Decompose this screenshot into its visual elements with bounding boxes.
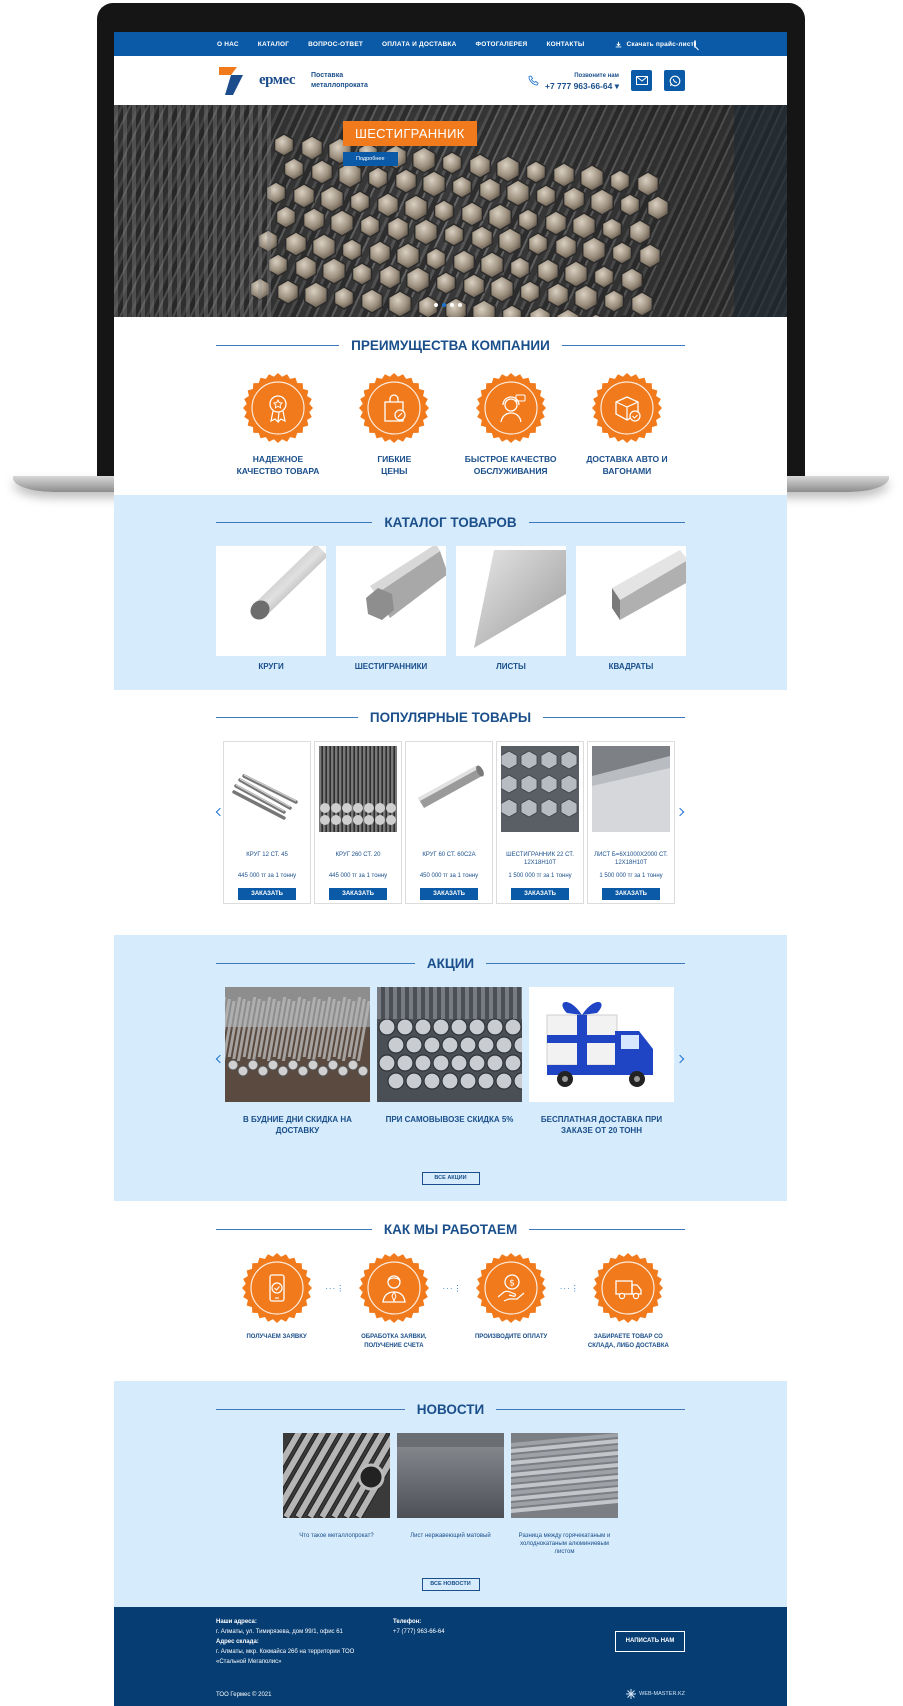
order-button[interactable]: ЗАКАЗАТЬ [511,888,569,900]
call-label: Позвоните нам [574,72,619,79]
how-we-work-title: КАК МЫ РАБОТАЕМ [383,1221,518,1237]
phone-label: Телефон: [393,1619,422,1625]
catalog-item-label: ШЕСТИГРАННИКИ [354,662,428,671]
catalog-section [114,495,787,690]
advantage-label-line: КАЧЕСТВО ТОВАРА [236,466,320,476]
work-step-label-line: ОБРАБОТКА ЗАЯВКИ, [361,1334,427,1340]
hero-title: ШЕСТИГРАННИК [343,121,477,146]
work-step-label [345,1333,442,1351]
orange-seal-badge [476,1253,546,1323]
advantages-title: ПРЕИМУЩЕСТВА КОМПАНИИ [351,337,550,353]
tagline-line-1: Поставка [311,71,344,79]
advantage-label [461,453,561,477]
advantage-item [344,373,444,477]
copyright: ТОО Гермес © 2021 [216,1692,272,1698]
order-button[interactable]: ЗАКАЗАТЬ [420,888,478,900]
advantage-label-line: ВАГОНАМИ [602,466,652,476]
developer-link[interactable] [626,1689,685,1699]
advantages-section [114,317,787,495]
catalog-item-label: КВАДРАТЫ [608,662,654,671]
dotted-arrow-icon: ···⋮ [442,1283,463,1293]
advantage-label [228,453,328,477]
envelope-icon [636,76,648,85]
header-phone[interactable] [545,81,619,91]
phone-check-icon [262,1273,292,1303]
site-footer [114,1607,787,1706]
advantage-label-line: БЫСТРОЕ КАЧЕСТВО [464,454,557,464]
nav-link-contacts[interactable]: КОНТАКТЫ [546,40,585,48]
tagline-line-2: металлопроката [311,81,368,89]
round-bars-image [377,987,522,1102]
top-navigation [114,32,787,56]
promo-item[interactable] [377,987,522,1136]
catalog-item-squares[interactable] [576,546,686,671]
slider-dot[interactable] [450,303,454,307]
work-step-label [228,1333,325,1342]
work-step-label-line: ЗАБИРАЕТЕ ТОВАР СО [593,1334,663,1340]
promotions-section [114,935,787,1201]
office-address: г. Алматы, ул. Тимирязева, дом 99/1, офис 61 [216,1629,343,1635]
sheet-image [456,546,566,656]
advantage-item [228,373,328,477]
advantage-label-line: ЦЕНЫ [381,466,408,476]
news-item[interactable] [511,1433,618,1556]
steel-rods-image [225,987,370,1102]
orange-seal-badge [359,373,429,443]
catalog-item-rounds[interactable] [216,546,326,671]
product-name[interactable]: КРУГ 260 СТ. 20 [335,852,381,858]
dotted-arrow-icon: ···⋮ [325,1283,346,1293]
header-phone-number: +7 777 963-66-64 [544,80,613,91]
svg-text:$: $ [509,1278,515,1289]
product-price: 445 000 тг за 1 тонну [237,873,297,879]
product-image [592,746,670,832]
email-button[interactable] [631,70,652,91]
slider-dot[interactable] [458,303,462,307]
warehouse-label: Адрес склада: [216,1639,259,1645]
website [114,32,787,1706]
slider-dots [434,303,462,307]
news-section [114,1381,787,1607]
news-label-line: Что такое металлопрокат? [299,1533,374,1539]
orange-seal-badge [242,1253,312,1323]
order-button[interactable]: ЗАКАЗАТЬ [238,888,296,900]
logo[interactable] [217,65,368,97]
write-us-button[interactable]: НАПИСАТЬ НАМ [615,1631,685,1652]
product-name[interactable]: ШЕСТИГРАННИК 22 СТ. 12Х18Н10Т [506,852,574,866]
product-card[interactable] [496,741,584,904]
orange-seal-badge [593,1253,663,1323]
order-button[interactable]: ЗАКАЗАТЬ [602,888,660,900]
news-label-line: листом [554,1549,575,1555]
product-image [501,746,579,832]
orange-seal-badge [476,373,546,443]
product-image [319,746,397,832]
nav-link-about[interactable]: О НАС [217,40,239,48]
promo-label: ПРИ САМОВЫВОЗЕ СКИДКА 5% [385,1115,514,1124]
search-icon[interactable] [694,40,696,48]
product-image [410,746,488,832]
work-step-label [580,1333,677,1351]
work-step-label-line: ПРОИЗВОДИТЕ ОПЛАТУ [474,1334,548,1340]
work-step [228,1253,325,1342]
work-step [345,1253,442,1351]
work-step [580,1253,677,1351]
news-title: НОВОСТИ [416,1401,485,1417]
price-list-link[interactable] [615,41,694,48]
developer-name: WEB-MASTER.KZ [639,1691,685,1697]
payment-hand-icon [496,1273,526,1303]
hex-bar-image [336,546,446,656]
advantage-item [461,373,561,477]
all-promotions-button[interactable]: ВСЕ АКЦИИ [422,1172,480,1185]
nav-link-faq[interactable]: ВОПРОС-ОТВЕТ [308,40,364,48]
site-header [114,56,787,105]
promo-label: В БУДНИЕ ДНИ СКИДКА НА ДОСТАВКУ [243,1115,352,1135]
work-step-label-line: СКЛАДА, ЛИБО ДОСТАВКА [587,1343,669,1349]
how-we-work-section [114,1201,787,1381]
news-item[interactable] [397,1433,504,1556]
rebar-image [283,1433,390,1518]
download-icon [615,41,622,48]
advantage-label-line: ОБСЛУЖИВАНИЯ [473,466,548,476]
popular-title: ПОПУЛЯРНЫЕ ТОВАРЫ [369,709,532,725]
round-bar-image [216,546,326,656]
product-card[interactable] [314,741,402,904]
advantage-label-line: НАДЕЖНОЕ [252,454,304,464]
all-news-button[interactable]: ВСЕ НОВОСТИ [422,1578,480,1591]
shopping-bag-discount-icon [379,393,409,423]
whatsapp-icon [669,75,681,87]
product-price: 1 500 000 тг за 1 тонну [599,873,663,879]
catalog-item-hexagons[interactable] [336,546,446,671]
product-price: 450 000 тг за 1 тонну [419,873,479,879]
truck-icon [613,1273,643,1303]
footer-addresses [216,1617,393,1667]
catalog-item-label: ЛИСТЫ [496,662,526,671]
advantage-label [577,453,677,477]
advantage-label-line: ДОСТАВКА АВТО И [586,454,668,464]
work-step-label [463,1333,560,1342]
news-label [283,1532,390,1540]
steel-plate-image [397,1433,504,1518]
support-operator-icon [496,393,526,423]
hero-slider[interactable] [114,105,787,317]
orange-seal-badge [359,1253,429,1323]
popular-section [114,690,787,935]
orange-seal-badge [243,373,313,443]
price-list-label: Скачать прайс-лист [626,40,695,48]
advantage-item [577,373,677,477]
product-price: 1 500 000 тг за 1 тонну [508,873,572,879]
nav-link-payment-delivery[interactable]: ОПЛАТА И ДОСТАВКА [382,40,457,48]
warehouse-address-line-2: «Стальной Мегаполис» [216,1659,282,1665]
footer-phone [393,1617,570,1667]
whatsapp-button[interactable] [664,70,685,91]
work-step [463,1253,560,1342]
address-label: Наши адреса: [216,1619,257,1625]
promo-item[interactable] [529,987,674,1136]
product-card[interactable] [405,741,493,904]
developer-logo-icon [626,1689,636,1699]
warehouse-address-line-1: г. Алматы, мкр. Кокмайса 26б на территории ТОО [216,1649,355,1655]
slider-dot[interactable] [434,303,438,307]
hero-more-button[interactable]: Подробнее [343,152,398,166]
product-name[interactable]: КРУГ 12 СТ. 45 [246,852,288,858]
product-name[interactable]: ЛИСТ Б=6Х1000Х2000 СТ. 12Х18Н10Т [594,852,668,866]
news-label [397,1532,504,1540]
nav-link-gallery[interactable]: ФОТОГАЛЕРЕЯ [475,40,528,48]
slider-dot-active[interactable] [442,303,446,307]
advantage-label-line: ГИБКИЕ [377,454,412,464]
call-block [528,70,685,91]
product-card[interactable] [223,741,311,904]
gift-truck-image [529,987,674,1102]
orange-seal-badge [592,373,662,443]
catalog-title: КАТАЛОГ ТОВАРОВ [384,514,517,530]
dotted-arrow-icon: ···⋮ [559,1283,580,1293]
news-item[interactable] [283,1433,390,1556]
news-label [511,1532,618,1556]
order-button[interactable]: ЗАКАЗАТЬ [329,888,387,900]
promo-item[interactable] [225,987,370,1136]
news-label-line: холоднокатаным алюминиевым [520,1541,609,1547]
product-card[interactable] [587,741,675,904]
tagline [311,71,368,91]
news-label-line: Разница между горячекатаным и [518,1533,611,1539]
product-image [228,746,306,832]
product-price: 445 000 тг за 1 тонну [328,873,388,879]
footer-phone-number[interactable]: +7 (777) 963-66-64 [393,1629,445,1635]
manager-icon [379,1273,409,1303]
phone-icon [528,75,539,86]
chevron-down-icon: ▾ [614,80,619,91]
package-check-icon [612,393,642,423]
sheet-stack-image [511,1433,618,1518]
promotions-title: АКЦИИ [426,955,475,971]
catalog-item-sheets[interactable] [456,546,566,671]
advantage-label [344,453,444,477]
promo-label: БЕСПЛАТНАЯ ДОСТАВКА ПРИ ЗАКАЗЕ ОТ 20 ТОНН [540,1115,663,1135]
catalog-item-label: КРУГИ [258,662,284,671]
logo-text: ермес [259,72,295,88]
nav-link-catalog[interactable]: КАТАЛОГ [257,40,290,48]
product-name[interactable]: КРУГ 60 СТ. 60С2А [422,852,476,858]
logo-mark-icon [217,65,251,97]
work-step-label-line: ПОЛУЧАЕМ ЗАЯВКУ [246,1334,307,1340]
square-bar-image [576,546,686,656]
news-label-line: Лист нержавеющий матовый [410,1533,491,1539]
work-step-label-line: ПОЛУЧЕНИЕ СЧЕТА [364,1343,424,1349]
award-icon [263,393,293,423]
